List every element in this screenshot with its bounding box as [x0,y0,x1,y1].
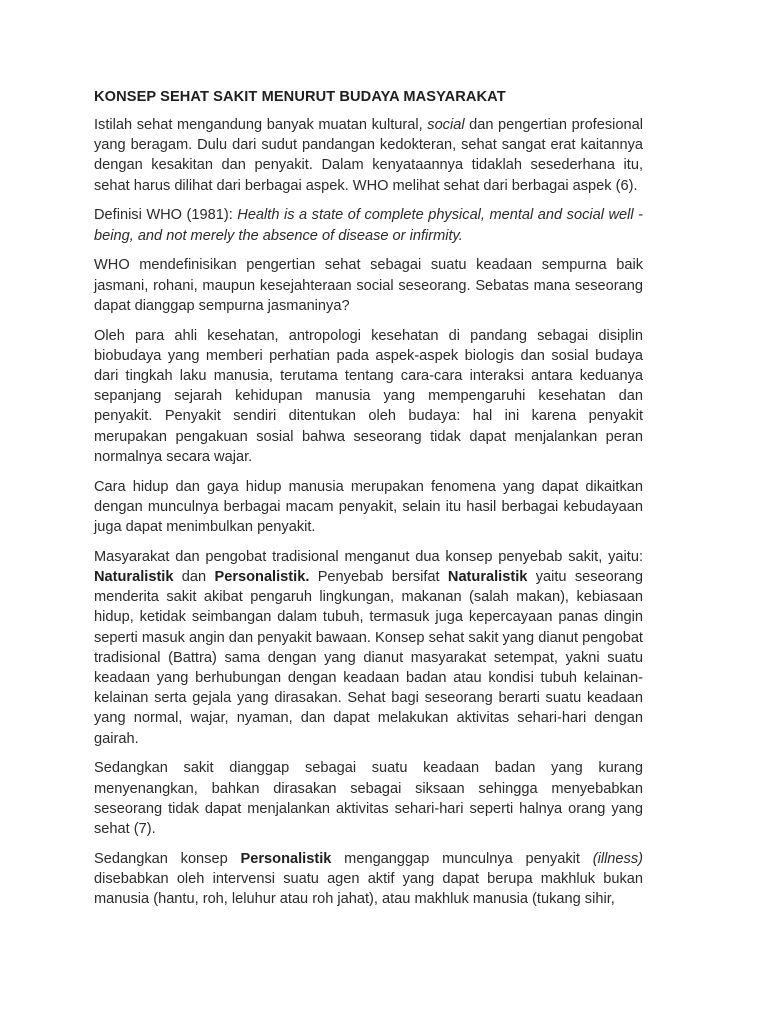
paragraph-6-text-b: dan [173,569,215,586]
paragraph-1-social-italic: social [427,117,465,133]
paragraph-2 [94,205,643,245]
document-page [94,87,643,909]
paragraph-6-personalistik-bold: Personalistik. [214,569,310,586]
paragraph-6-text-c: Penyebab bersifat [309,569,448,586]
paragraph-6-text-a: Masyarakat dan pengobat tradisional menganut dua konsep penyebab sakit, yaitu: [94,548,643,565]
paragraph-6 [94,547,643,749]
paragraph-2-who-quote: Health is a state of complete physical, mental and social well -being, and not merely the absence of disease or infirmity. [94,207,643,244]
paragraph-8 [94,849,643,910]
paragraph-1-text-b: dan pengertian profesional yang beragam. Dulu dari sudut pandangan kedokteran, sehat sangat erat kaitannya dengan kesakitan dan penyakit. Dalam kenyataannya tidaklah sesederhana itu, sehat harus dilihat dari berbagai aspek. WHO melihat sehat dari berbagai aspek (6). [94,117,643,194]
paragraph-5: Cara hidup dan gaya hidup manusia merupakan fenomena yang dapat dikaitkan dengan munculnya berbagai macam penyakit, selain itu hasil berbagai kebudayaan juga dapat menimbulkan penyakit. [94,478,643,536]
paragraph-1-text-a: Istilah sehat mengandung banyak muatan kultural, [94,117,428,133]
paragraph-7: Sedangkan sakit dianggap sebagai suatu keadaan badan yang kurang menyenangkan, bahkan dirasakan sebagai siksaan sehingga menyebabkan seseorang tidak dapat menjalankan aktivitas sehari-hari seperti halnya orang yang sehat (7). [94,760,643,838]
document-title: KONSEP SEHAT SAKIT MENURUT BUDAYA MASYARAKAT [94,89,506,105]
paragraph-3: WHO mendefinisikan pengertian sehat sebagai suatu keadaan sempurna baik jasmani, rohani, maupun kesejahteraan social seseorang. Sebatas mana seseorang dapat dianggap sempurna jasmaninya? [94,257,643,314]
paragraph-8-personalistik-bold: Personalistik [240,850,332,867]
paragraph-8-text-b: menganggap munculnya penyakit [331,850,593,867]
paragraph-6-naturalistik-bold: Naturalistik [94,569,174,586]
paragraph-8-text-a: Sedangkan konsep [94,850,241,867]
paragraph-8-illness-italic: (illness) [592,850,643,867]
paragraph-2-text-a: Definisi WHO (1981): [94,207,238,224]
paragraph-4: Oleh para ahli kesehatan, antropologi kesehatan di pandang sebagai disiplin biobudaya yang memberi perhatian pada aspek-aspek biologis dan sosial budaya dari tingkah laku manusia, terutama tentang cara-cara interaksi antara keduanya sepanjang sejarah kehidupan manusia yang mempengaruhi kesehatan dan penyakit. Penyakit sendiri ditentukan oleh budaya: hal ini karena penyakit merupakan pengakuan sosial bahwa seseorang tidak dapat menjalankan peran normalnya secara wajar. [94,327,643,465]
paragraph-6-text-d: yaitu seseorang menderita sakit akibat pengaruh lingkungan, makanan (salah makan), kebiasaan hidup, ketidak seimbangan dalam tubuh, termasuk juga kepercayaan panas dingin seperti masuk angin dan penyakit bawaan. Konsep sehat sakit yang dianut pengobat tradisional (Battra) sama dengan yang dianut masyarakat setempat, yakni suatu keadaan yang berhubungan dengan keadaan badan atau kondisi tubuh kelainan-kelainan serta gejala yang dirasakan. Sehat bagi seseorang berarti suatu keadaan yang normal, wajar, nyaman, dan dapat melakukan aktivitas sehari-hari dengan gairah. [94,569,643,747]
paragraph-1 [94,115,643,196]
paragraph-6-naturalistik-bold-2: Naturalistik [447,569,528,586]
paragraph-8-text-c: disebabkan oleh intervensi suatu agen aktif yang dapat berupa makhluk bukan manusia (hantu, roh, leluhur atau roh jahat), atau makhluk manusia (tukang sihir, [94,871,643,908]
